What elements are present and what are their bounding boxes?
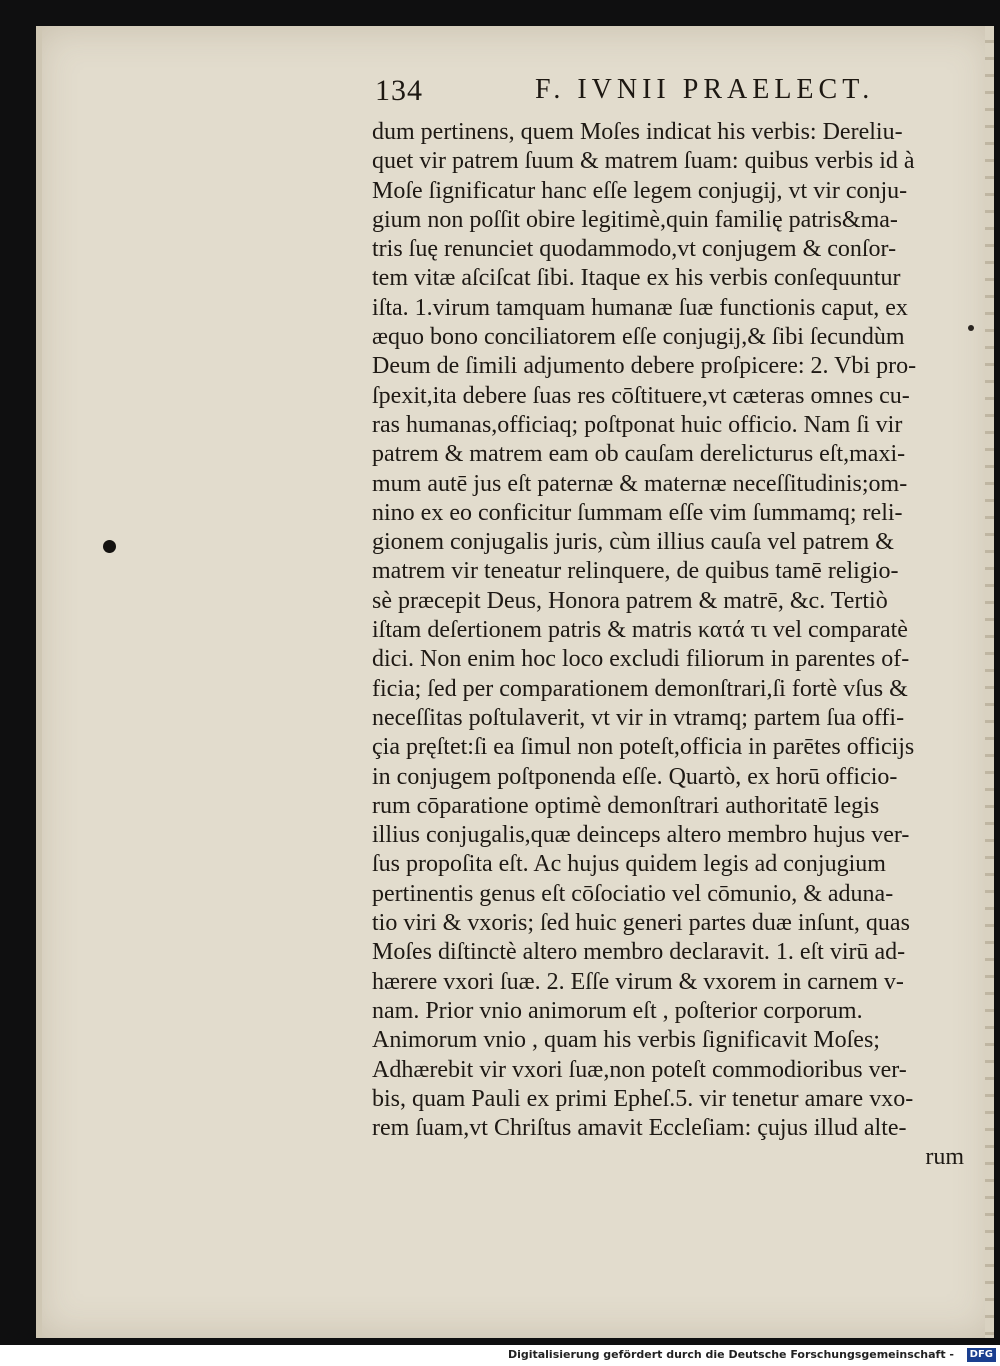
page-header (375, 74, 915, 110)
running-head: F. IVNII PRAELECT. (535, 74, 875, 105)
text-line: hærere vxori ſuæ. 2. Eſſe virum & vxorem in carnem v- (372, 968, 904, 995)
text-line: tris ſuę renunciet quodammodo,vt conjugem & conſor- (372, 236, 897, 263)
text-line: Animorum vnio , quam his verbis ſignificavit Moſes; (372, 1027, 880, 1054)
text-line: ſpexit,ita debere ſuas res cōſtituere,vt cæteras omnes cu- (372, 382, 910, 409)
funding-credit: Digitalisierung gefördert durch die Deutsche Forschungsgemeinschaft - (507, 1348, 954, 1361)
ink-blot (103, 540, 116, 553)
text-line: ras humanas,officiaq; poſtponat huic officio. Nam ſi vir (372, 411, 903, 438)
text-line: dici. Non enim hoc loco excludi filiorum in parentes of- (372, 646, 910, 673)
text-line: in conjugem poſtponenda eſſe. Quartò, ex horū officio- (372, 763, 898, 790)
text-line: çia pręſtet:ſi ea ſimul non poteſt,officia in parētes officijs (372, 734, 915, 761)
text-line: dum pertinens, quem Moſes indicat his verbis: Dereliu- (372, 119, 903, 145)
text-line: ficia; ſed per comparationem demonſtrari,ſi fortè vſus & (372, 675, 908, 702)
text-line: rum cōparatione optimè demonſtrari authoritatē legis (372, 792, 880, 819)
body-text (372, 118, 984, 1173)
page-gutter-shadow (36, 26, 42, 1338)
text-line: tio viri & vxoris; ſed huic generi partes duæ inſunt, quas (372, 910, 910, 937)
text-line: ſus propoſita eſt. Ac hujus quidem legis ad conjugium (372, 851, 886, 878)
text-line: neceſſitas poſtulaverit, vt vir in vtramq; partem ſua offi- (372, 704, 905, 731)
dfg-logo-icon: DFG (967, 1348, 996, 1362)
text-line: rem ſuam,vt Chriſtus amavit Eccleſiam: çujus illud alte- (372, 1115, 907, 1142)
text-line: tem vitæ aſciſcat ſibi. Itaque ex his verbis conſequuntur (372, 265, 901, 292)
text-line: Moſes diſtinctè altero membro declaravit. 1. eſt virū ad- (372, 939, 906, 966)
text-line: iſta. 1.virum tamquam humanæ ſuæ functionis caput, ex (372, 294, 908, 321)
text-line: sè præcepit Deus, Honora patrem & matrē, &c. Tertiò (372, 587, 888, 614)
text-line: pertinentis genus eſt cōſociatio vel cōmunio, & aduna- (372, 880, 894, 907)
text-line: nino ex eo conficitur ſummam eſſe vim ſummamq; reli- (372, 499, 903, 526)
text-line: iſtam deſertionem patris & matris κατά τι vel comparatè (372, 617, 908, 644)
text-line: æquo bono conciliatorem eſſe conjugij,& ſibi ſecundùm (372, 324, 905, 351)
text-line: mum autē jus eſt paternæ & maternæ neceſſitudinis;om- (372, 470, 908, 497)
text-line: matrem vir teneatur relinquere, de quibus tamē religio- (372, 558, 899, 585)
text-line: Deum de ſimili adjumento debere proſpicere: 2. Vbi pro- (372, 353, 917, 380)
footer-bar (0, 1345, 1000, 1366)
text-line: patrem & matrem eam ob cauſam derelicturus eſt,maxi- (372, 441, 906, 468)
text-line: bis, quam Pauli ex primi Epheſ.5. vir tenetur amare vxo- (372, 1085, 914, 1112)
catchword: rum (925, 1144, 964, 1171)
ink-speck (968, 325, 974, 331)
text-line: Moſe ſignificatur hanc eſſe legem conjugij, vt vir conju- (372, 177, 908, 204)
text-line: nam. Prior vnio animorum eſt , poſterior corporum. (372, 997, 863, 1024)
page-number: 134 (375, 74, 423, 107)
text-line: Adhærebit vir vxori ſuæ,non poteſt commodioribus ver- (372, 1056, 907, 1083)
text-line: gium non poſſit obire legitimè,quin familię patris&ma- (372, 206, 898, 233)
text-line: quet vir patrem ſuum & matrem ſuam: quibus verbis id à (372, 148, 915, 175)
text-line: illius conjugalis,quæ deinceps altero membro hujus ver- (372, 822, 910, 849)
text-line: gionem conjugalis juris, cùm illius cauſa vel patrem & (372, 529, 894, 556)
page-stack-edge (985, 26, 994, 1338)
